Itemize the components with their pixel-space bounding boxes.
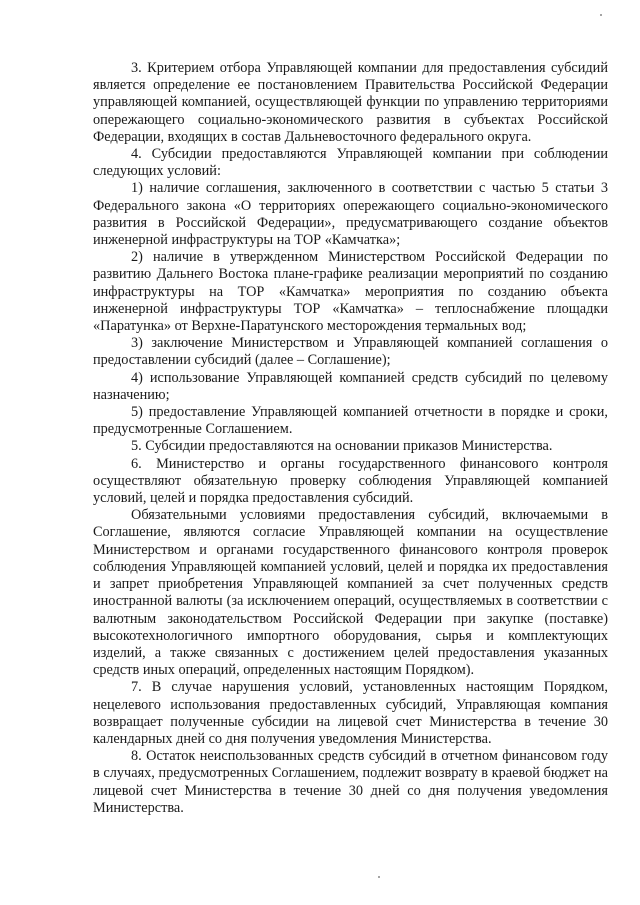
paragraph-condition-3: 3) заключение Министерством и Управляющей компанией соглашения о предоставлении субсидий (далее – Соглашение); [93,335,608,369]
paragraph-condition-4: 4) использование Управляющей компанией средств субсидий по целевому назначению; [93,369,608,403]
scan-speck [600,14,602,16]
paragraph-control: 6. Министерство и органы государственного финансового контроля осуществляют обязательную проверку соблюдения Управляющей компанией условий, целей и порядка предоставления субсидий. [93,455,608,507]
paragraph-condition-1: 1) наличие соглашения, заключенного в соответствии с частью 5 статьи 3 Федерального закона «О территориях опережающего социально-экономического развития в Российской Федерации», предусматривающего создание объектов инженерной инфраструктуры на ТОР «Камчатка»; [93,180,608,249]
paragraph-remainder-return: 8. Остаток неиспользованных средств субсидий в отчетном финансовом году в случаях, предусмотренных Соглашением, подлежит возврату в краевой бюджет на лицевой счет Министерства в течение 30 дней со дня получения уведомления Министерства. [93,748,608,816]
paragraph-mandatory-conditions: Обязательными условиями предоставления субсидий, включаемыми в Соглашение, являются согласие Управляющей компании на осуществление Министерством и органами государственного финансового контроля проверок соблюдения Управляющей компанией условий, целей и порядка их предоставления и запрет приобретения Управляющей компанией за счет полученных средств иностранной валюты (за исключением операций, осуществляемых в соответствии с валютным законодательством Российской Федерации при закупке (поставке) высокотехнологичного импортного оборудования, сырья и комплектующих изделий, а также связанных с достижением целей предоставления указанных средств иных операций, определенных настоящим Порядком). [93,507,608,679]
paragraph-condition-2: 2) наличие в утвержденном Министерством Российской Федерации по развитию Дальнего Востока плане-графике реализации мероприятий по созданию инфраструктуры на ТОР «Камчатка» мероприятия по созданию объекта инженерной инфраструктуры ТОР «Камчатка» – теплоснабжение площадки «Паратунка» от Верхне-Паратунского месторождения термальных вод; [93,249,608,335]
paragraph-violation-return: 7. В случае нарушения условий, установленных настоящим Порядком, нецелевого использования предоставленных субсидий, Управляющая компания возвращает полученные субсидии на лицевой счет Министерства в течение 30 календарных дней со дня получения уведомления Министерства. [93,679,608,747]
document-body [93,60,608,817]
paragraph-orders: 5. Субсидии предоставляются на основании приказов Министерства. [131,438,553,455]
paragraph-condition-5: 5) предоставление Управляющей компанией отчетности в порядке и сроки, предусмотренные Соглашением. [93,404,608,438]
scan-speck [378,876,380,878]
paragraph-conditions-intro: 4. Субсидии предоставляются Управляющей компании при соблюдении следующих условий: [93,146,608,180]
paragraph-criterion: 3. Критерием отбора Управляющей компании для предоставления субсидий является определение ее постановлением Правительства Российской Федерации управляющей компанией, осуществляющей функции по управлению территориями опережающего социально-экономического развития в субъектах Российской Федерации, входящих в состав Дальневосточного федерального округа. [93,60,608,145]
